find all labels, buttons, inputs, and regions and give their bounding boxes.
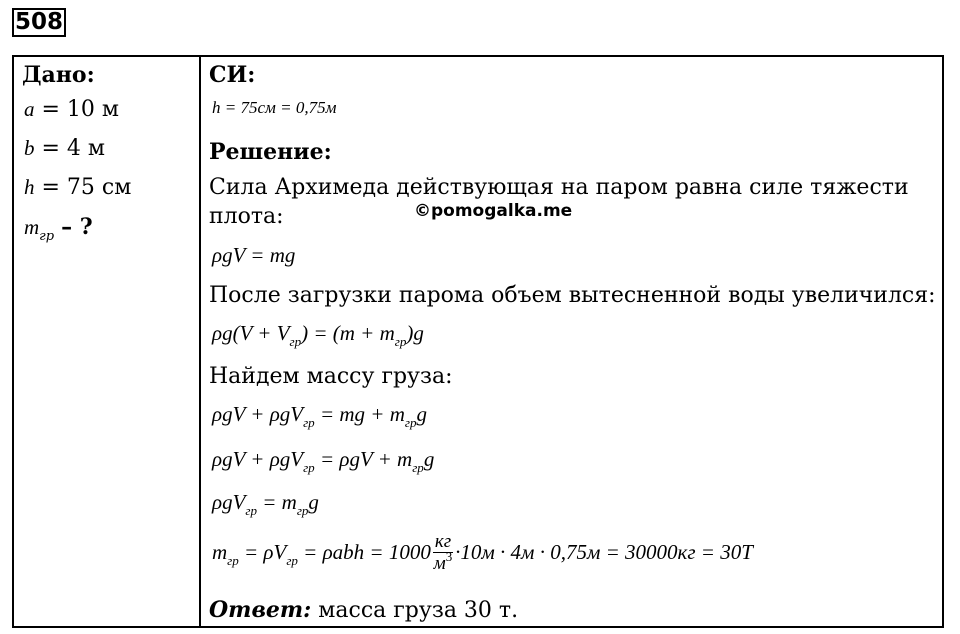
column-divider [199,57,201,626]
solution-text-1b: плота: [209,204,284,229]
equation-5: $\rho gV_{гр} = m_{гр}g$ [212,490,319,518]
given-b: b = 4 м [24,136,106,161]
si-heading: СИ: [209,62,256,88]
given-a: a = 10 м [24,97,120,122]
given-heading: Дано: [22,62,95,88]
answer: Ответ: масса груза 30 т. [209,597,519,623]
solution-table [12,55,944,628]
watermark: ©pomogalka.me [414,201,573,221]
solution-text-1a: Сила Архимеда действующая на паром равна силе тяжести [209,175,909,200]
equation-4: $\rho gV + \rho gV_{гр} = \rho gV + m_{гр}g$ [212,447,435,475]
equation-3: ρgV + ρgV$_{гр}$ = mg + $m_{гр}g$ [212,402,427,430]
equation-6: $m_{гр} = \rho V_{гр} = \rho abh = 1000$ $\frac{кг}{м^3}$ ·10м · 4м · 0,75м = 30000кг = 30Т [212,531,753,574]
si-conversion: h = 75см = 0,75м [212,98,337,117]
equation-1: ρgV = mg [212,243,296,267]
equation-2: $\rho g(V + V_{гр}) = (m + m_{гр})g$ [212,321,424,349]
density-unit-fraction: $\frac{кг}{м^3}$ [433,531,453,574]
solution-text-2: После загрузки парома объем вытесненной воды увеличился: [209,283,936,308]
find-mass: $m_{гр}$ – ? [24,214,93,244]
solution-text-3: Найдем массу груза: [209,364,453,389]
given-h: h = 75 см [24,175,132,200]
problem-number: 508 [12,8,66,37]
solution-heading: Решение: [209,139,332,165]
